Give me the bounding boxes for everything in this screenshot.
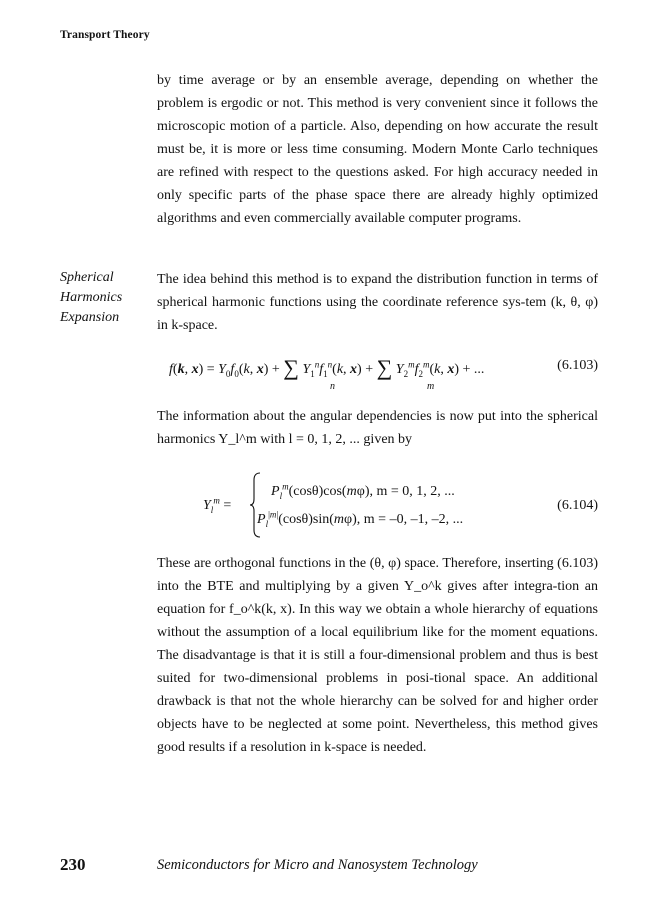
margin-note [60,268,150,328]
page-number: 230 [60,855,86,874]
running-head: Transport Theory [60,29,150,41]
margin-note-line: Harmonics [60,290,123,305]
summation-symbol: ∑ [376,355,393,380]
equation-number: (6.104) [557,498,598,513]
paragraph-angular-dependencies [157,405,598,451]
equation-6-104 [157,466,598,542]
equation-6-103 [157,346,598,392]
paragraph-orthogonal-functions [157,552,598,759]
equation-body: f(k, $x) = Y_0f_0(k$, x) + ∑ $Y_1^nf_1^n(k$, x) + ∑ $Y_2^mf_2^m(k$, x) + ... [169,355,485,380]
equation-number: (6.103) [557,358,598,373]
equation-ellipsis: + ... [462,362,485,377]
paragraph-text: The idea behind this method is to expand the distribution function in terms of spherical harmonic functions using the coordinate reference sys-tem (k, θ, φ) in k-space. [157,272,598,333]
summation-index: n [330,381,335,392]
paragraph-text: by time average or by an ensemble average, depending on whether the problem is ergodic or not. This method is very convenient since it follows the microscopic motion of a particle. Also, depending on how accurate the result must be, it is more or less time consuming. Modern Monte Carlo techniques are refined with respect to the questions asked. For high accuracy needed in only specific parts of the phase space there are already highly optimized algorithms and even commercially available computer programs. [157,73,598,226]
paragraph-text: These are orthogonal functions in the (θ, φ) space. Therefore, inserting (6.103) into the BTE and multiplying by a given Y_o^k gives after integra-tion an equation for f_o^k(k, x). In this way we obtain a whole hierarchy of equations without the assumption of a local equilibrium like for the moment equations. The disadvantage is that it is still a four-dimensional problem and thus is best suited for two-dimensional problems in posi-tional space. An additional drawback is that not the whole hierarchy can be solved for and higher order objects have to be neglected at some point. Nevertheless, this method gives good results if a resolution in k-space is needed. [157,556,598,755]
case-condition: m = –0, –1, –2, ... [363,512,464,527]
equation-lhs: $Y_l^m$ = [203,495,232,515]
summation-symbol: ∑ [283,355,299,380]
margin-note-line: Expansion [60,310,120,325]
equation-case-1: $P_l^m(\cos\theta)\cos(m\varphi)$, m = 0, 1, 2, ... [271,481,455,501]
paragraph-monte-carlo [157,69,598,230]
summation-index: m [427,381,435,392]
paragraph-spherical-harmonics-intro [157,268,598,337]
paragraph-text: The information about the angular dependencies is now put into the spherical harmonics Y_l^m with l = 0, 1, 2, ... given by [157,409,598,447]
case-condition: m = 0, 1, 2, ... [376,484,455,499]
book-title: Semiconductors for Micro and Nanosystem Technology [157,857,478,873]
margin-note-line: Spherical [60,270,114,285]
equation-case-2: $P_l^{|m|}(\cos\theta)\sin(m\varphi)$, m = –0, –1, –2, ... [257,509,464,529]
